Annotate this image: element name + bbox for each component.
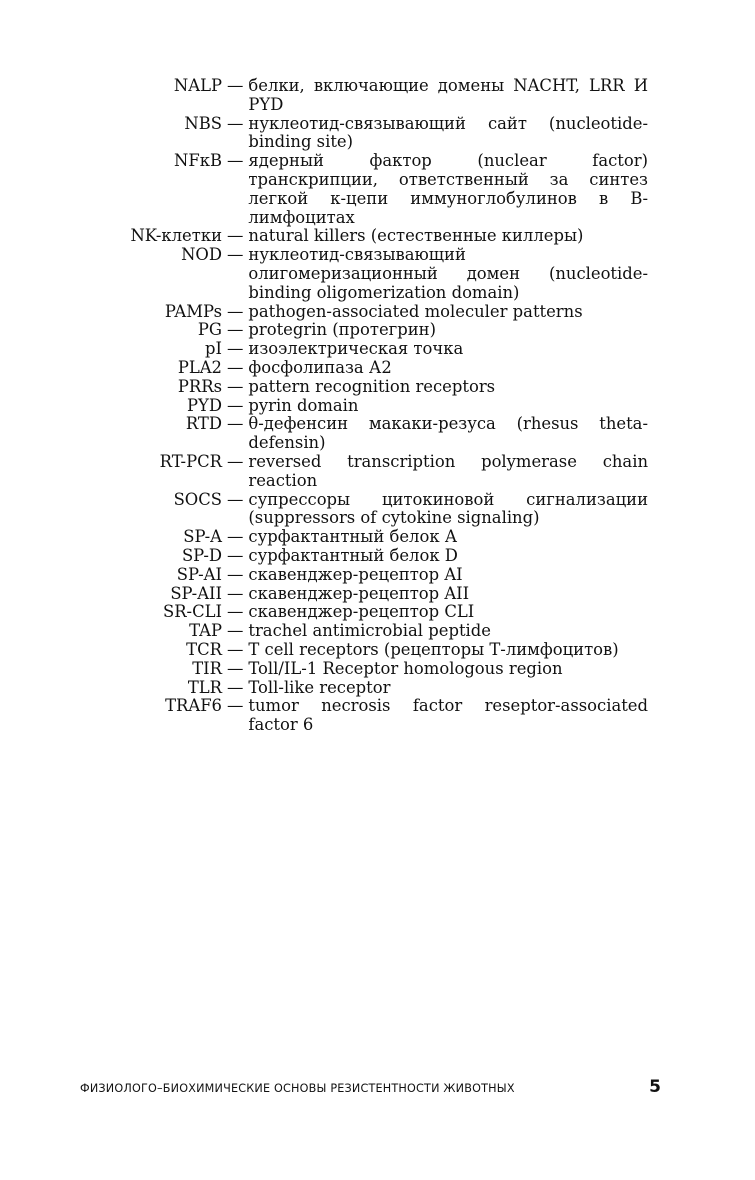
definition: trachel antimicrobial peptide: [248, 621, 491, 641]
definition: pattern recognition receptors: [248, 376, 496, 396]
dash: —: [227, 414, 244, 434]
abbreviation: NFκB: [173, 151, 222, 171]
abbreviation-entry: [88, 359, 648, 378]
definition: protegrin (протегрин): [248, 320, 436, 340]
abbreviation: SP-AI: [176, 564, 222, 584]
abbreviation: PLA2: [177, 357, 222, 377]
dash: —: [227, 696, 244, 716]
abbreviation: SR-CLI: [162, 602, 222, 622]
dash: —: [227, 395, 244, 415]
abbreviation-entry: [88, 528, 648, 547]
abbreviation-entry: [88, 679, 648, 698]
abbreviation: TRAF6: [165, 696, 222, 716]
abbreviation-entry: [88, 547, 648, 566]
dash: —: [227, 545, 244, 565]
definition: скавенджер-рецептор AI: [248, 564, 463, 584]
abbreviation: TAP: [189, 621, 222, 641]
abbreviation: SP-A: [183, 527, 222, 547]
abbreviation: RTD: [185, 414, 222, 434]
dash: —: [227, 113, 244, 133]
abbreviation-entry: [88, 115, 648, 153]
dash: —: [227, 489, 244, 509]
abbreviation: PYD: [187, 395, 222, 415]
dash: —: [227, 639, 244, 659]
dash: —: [227, 301, 244, 321]
definition: скавенджер-рецептор CLI: [248, 602, 475, 622]
abbreviation: SP-D: [181, 545, 222, 565]
definition: нуклеотид-связывающий олигомеризационный домен (nucleotide-binding oligomerization domain): [248, 245, 648, 302]
definition: ядерный фактор (nuclear factor) транскрипции, ответственный за синтез легкой к-цепи иммуноглобулинов в В-лимфоцитах: [248, 151, 648, 227]
definition: нуклеотид-связывающий сайт (nucleotide-binding site): [248, 113, 648, 152]
abbreviation: SP-AII: [170, 583, 222, 603]
dash: —: [227, 564, 244, 584]
abbreviation-entry: [88, 397, 648, 416]
definition: сурфактантный белок D: [248, 545, 458, 565]
abbreviation: NBS: [184, 113, 222, 133]
page-number: 5: [649, 1077, 661, 1097]
abbreviation-entry: [88, 453, 648, 491]
abbreviation-entry: [88, 303, 648, 322]
definition: Toll/IL-1 Receptor homologous region: [248, 658, 563, 678]
abbreviation-entry: [88, 415, 648, 453]
dash: —: [227, 226, 244, 246]
dash: —: [227, 583, 244, 603]
running-title: ФИЗИОЛОГО–БИОХИМИЧЕСКИЕ ОСНОВЫ РЕЗИСТЕНТНОСТИ ЖИВОТНЫХ: [80, 1082, 515, 1095]
dash: —: [227, 320, 244, 340]
abbreviation-entry: [88, 227, 648, 246]
abbreviation: SOCS: [173, 489, 222, 509]
abbreviation-entry: [88, 491, 648, 529]
abbreviation-entry: [88, 585, 648, 604]
dash: —: [227, 76, 244, 95]
abbreviation: PAMPs: [164, 301, 222, 321]
abbreviation-entry: [88, 660, 648, 679]
abbreviation-entry: [88, 246, 648, 302]
abbreviation-entry: [88, 340, 648, 359]
abbreviation: PRRs: [177, 376, 222, 396]
abbreviation-entry: [88, 566, 648, 585]
abbreviation-entry: [88, 603, 648, 622]
definition: tumor necrosis factor reseptor-associated factor 6: [248, 696, 648, 735]
dash: —: [227, 451, 244, 471]
dash: —: [227, 376, 244, 396]
definition: фосфолипаза А2: [248, 357, 392, 377]
abbreviation: NK-клетки: [130, 226, 222, 246]
abbreviation-entry: [88, 77, 648, 115]
abbreviation: TLR: [187, 677, 222, 697]
abbreviation-list: [88, 77, 648, 735]
dash: —: [227, 602, 244, 622]
definition: reversed transcription polymerase chain reaction: [248, 451, 648, 490]
definition: белки, включающие домены NACHT, LRR И PYD: [248, 76, 648, 114]
abbreviation: NOD: [181, 245, 222, 265]
definition: Toll-like receptor: [248, 677, 391, 697]
abbreviation: pI: [205, 339, 222, 359]
definition: natural killers (естественные киллеры): [248, 226, 584, 246]
definition: T cell receptors (рецепторы Т-лимфоцитов): [248, 639, 619, 659]
dash: —: [227, 658, 244, 678]
dash: —: [227, 527, 244, 547]
dash: —: [227, 151, 244, 171]
abbreviation: PG: [197, 320, 222, 340]
definition: pathogen-associated moleculer patterns: [248, 301, 583, 321]
abbreviation: TCR: [186, 639, 222, 659]
abbreviation-entry: [88, 152, 648, 227]
abbreviation-entry: [88, 378, 648, 397]
dash: —: [227, 245, 244, 265]
abbreviation-entry: [88, 697, 648, 735]
dash: —: [227, 621, 244, 641]
definition: изоэлектрическая точка: [248, 339, 464, 359]
abbreviation-entry: [88, 641, 648, 660]
dash: —: [227, 357, 244, 377]
definition: pyrin domain: [248, 395, 359, 415]
definition: скавенджер-рецептор AII: [248, 583, 470, 603]
abbreviation: RT-PCR: [159, 451, 222, 471]
abbreviation-entry: [88, 321, 648, 340]
definition: сурфактантный белок А: [248, 527, 458, 547]
abbreviation: NALP: [173, 76, 222, 95]
dash: —: [227, 339, 244, 359]
definition: супрессоры цитокиновой сигнализации (suppressors of cytokine signaling): [248, 489, 648, 528]
page-footer: [80, 1077, 661, 1097]
dash: —: [227, 677, 244, 697]
definition: θ-дефенсин макаки-резуса (rhesus theta-defensin): [248, 414, 648, 453]
abbreviation: TIR: [192, 658, 222, 678]
abbreviation-entry: [88, 622, 648, 641]
